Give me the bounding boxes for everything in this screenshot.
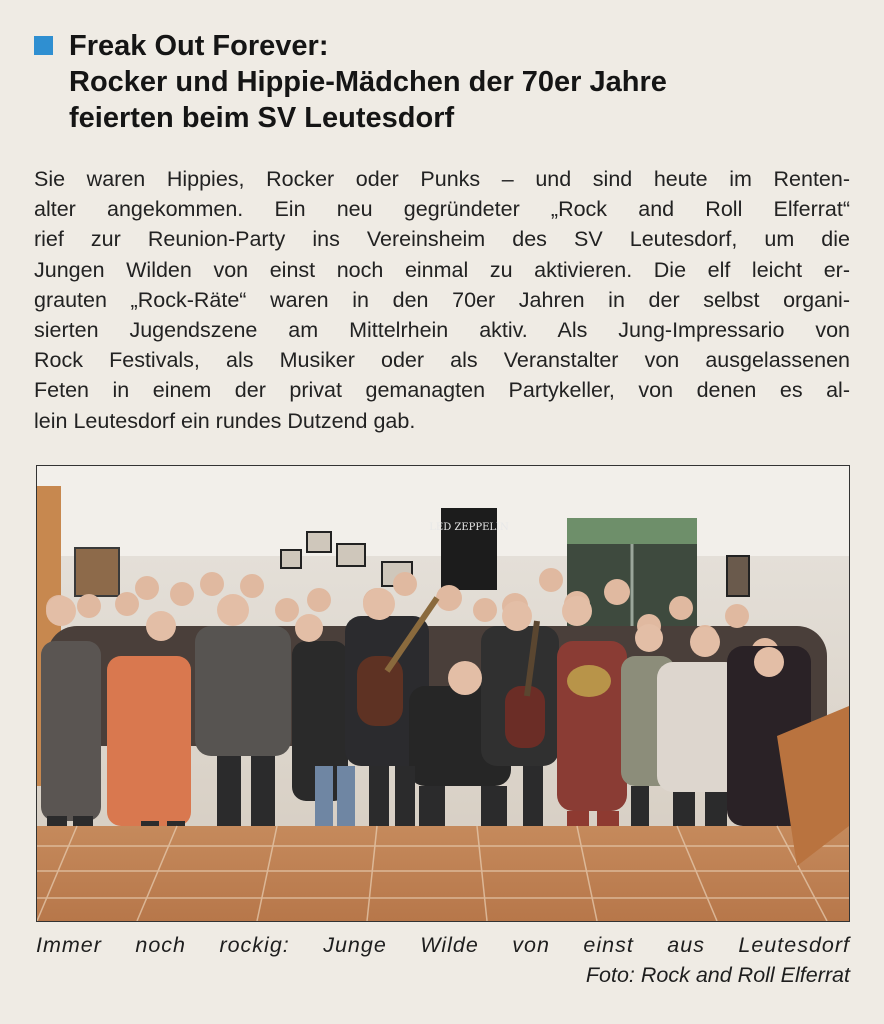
- wall-picture: [75, 548, 119, 596]
- body-line: Sie waren Hippies, Rocker oder Punks – und sind heute im Renten-: [34, 167, 850, 191]
- wall-picture: [727, 556, 749, 596]
- headline-line-1: Freak Out Forever:: [69, 30, 329, 62]
- headline-line-2: Rocker und Hippie-Mädchen der 70er Jahre: [69, 66, 667, 98]
- blue-square-marker: [34, 36, 53, 55]
- body-line: Feten in einem der privat gemanagten Partykeller, von denen es al-: [34, 378, 850, 403]
- body-line: Rock Festivals, als Musiker oder als Veranstalter von ausgelassenen: [34, 348, 850, 373]
- photo-caption: [36, 930, 850, 990]
- body-line: Jungen Wilden von einst noch einmal zu aktivieren. Die elf leicht er-: [34, 257, 850, 282]
- body-line: alter angekommen. Ein neu gegründeter „Rock and Roll Elferrat“: [34, 197, 850, 222]
- wall-picture: [337, 544, 365, 566]
- article-body: [34, 164, 850, 436]
- tiled-floor: [37, 826, 849, 921]
- group-photo-illustration: [37, 466, 849, 921]
- body-line: grauten „Rock-Räte“ waren in den 70er Jahren in der selbst organi-: [34, 287, 850, 312]
- body-line: sierten Jugendszene am Mittelrhein aktiv. Als Jung-Impressario von: [34, 318, 850, 343]
- headline-line-3: feierten beim SV Leutesdorf: [69, 102, 455, 134]
- caption-text: Immer noch rockig: Junge Wilde von einst aus Leutesdorf: [36, 933, 850, 957]
- body-line: lein Leutesdorf ein rundes Dutzend gab.: [34, 408, 416, 433]
- group-photo: [36, 465, 850, 922]
- band-poster-text: LED ZEPPELIN: [429, 522, 509, 533]
- article-headline: [34, 28, 854, 136]
- photo-credit: Foto: Rock and Roll Elferrat: [585, 963, 850, 987]
- window-blind: [567, 518, 697, 544]
- band-poster: [441, 508, 497, 590]
- wall-picture: [281, 550, 301, 568]
- body-line: rief zur Reunion-Party ins Vereinsheim des SV Leutesdorf, um die: [34, 227, 850, 252]
- wall-picture: [307, 532, 331, 552]
